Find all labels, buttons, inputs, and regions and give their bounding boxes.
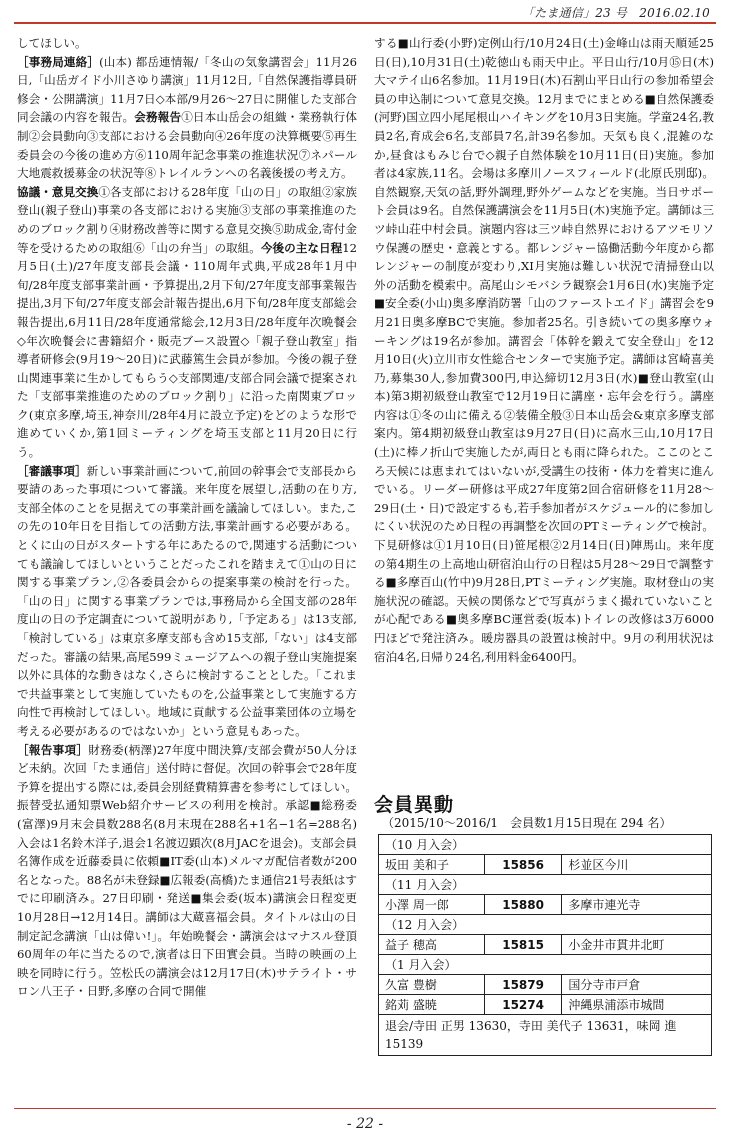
header-rule — [14, 22, 716, 24]
section-tag: 今後の主な日程 — [260, 240, 343, 255]
table-row — [379, 975, 712, 995]
paragraph-office-notice — [17, 53, 357, 183]
right-column — [374, 34, 714, 666]
member-name: 銘苅 盛暁 — [379, 995, 485, 1015]
membership-changes-title: 会員異動 — [374, 794, 455, 816]
member-place: 沖縄県浦添市城間 — [562, 995, 712, 1015]
section-tag: ［報告事項］ — [17, 742, 89, 757]
member-name: 久富 豊樹 — [379, 975, 485, 995]
member-name: 益子 穂高 — [379, 935, 485, 955]
paragraph-text: ①日本山岳会の組織・業務執行体制②会員動向③支部における会員動向④26年度の決算概要⑤再生委員会の今後の進め方⑥110周年記念事業の推進状況⑦ネパール大地震救援募金の状況等⑧トレイルランへの名義後援の考え方。 — [17, 110, 357, 181]
member-place: 小金井市貫井北町 — [562, 935, 712, 955]
member-number: 15879 — [484, 975, 561, 995]
section-tag: 協議・意見交換 — [17, 184, 99, 199]
table-row — [379, 995, 712, 1015]
member-name: 小澤 周一郎 — [379, 895, 485, 915]
group-label: （12 月入会） — [379, 915, 712, 935]
group-label: （10 月入会） — [379, 835, 712, 855]
member-number: 15880 — [484, 895, 561, 915]
member-number: 15856 — [484, 855, 561, 875]
footer-rule — [14, 1108, 716, 1109]
paragraph-committee-reports: する■山行委(小野)定例山行/10月24日(土)金峰山は雨天順延25日(日),10月31日(土)乾徳山も雨天中止。平日山行/10月⑮日(木)大マテイ山6名参加。11月19日(木)石割山平日山行の参加希望会員の申込制について意見交換。12月までにまとめる■自然保護委(河野)国立四小尾尾根山ハイキングを10月3日実施。学童24名,教員2名,育成会6名,支部員7名,計39名参加。天気も良く,混雑のなか,昼食はもみじ台で◇親子自然体験を10月11日(日)実施。参加者は4家族,11名。会場は多摩川ノースフィールド(北原氏別邸)。自然観察,天気の話,野外調理,野外ゲームなどを実施。当日サポート会員は9名。自然保護講演会を11月5日(木)実施予定。講師は三ツ峠山荘中村会員。演題内容は三ツ峠自然界におけるアツモリソウ保護の歴史・意義とする。都レンジャー協働活動今年度から都レンジャーの制度が変わり,XI月実施は難しい状況で清掃登山以外の活動を模索中。高尾山シモバシラ観察会1月6日(水)実施予定■安全委(小山)奥多摩消防署「山のファーストエイド」講習会を9月21日奥多摩BCで実施。参加者25名。引き続いての奥多摩ウォーキングは19名が参加。講習会「体幹を鍛えて安全登山」を12月10日(火)立川市女性総合センターで実施予定。講師は宮崎喜美乃,募集30人,参加費300円,申込締切12月3日(水)■登山教室(山本)第3期初級登山教室で12月19日に講座・忘年会を行う。講座内容は①冬の山に備える②装備全般③日本山岳会&東京多摩支部案内。第4期初級登山教室は9月27日(日)に高水三山,10月17日(土)に棒ノ折山で実施したが,両日とも雨に降られた。ここのところ天候には恵まれてはいないが,受講生の技術・体力を着実に進んでいる。リーダー研修は平成27年度第2回合宿研修を11月28〜29日(土・日)で設定するも,若手参加者がスケジュール的に参加しにくい状況のため日程の再調整を次回のPTミーティングで検討。下見研修は①1月10日(日)笹尾根②2月14日(日)陣馬山。来年度の第4期生の上高地山研宿泊山行の日程は5月28〜29日で調整する■多摩百山(竹中)9月28日,PTミーティング実施。取材登山の実施状況の確認。天候の関係などで写真がうまく撮れていないことが心配である■奥多摩BC運営委(坂本)トイレの改修は3万6000円ほどで発注済み。暖房器具の設置は検討中。9月の利用状況は宿泊4名,日帰り24名,利用料金6400円。 — [374, 36, 714, 664]
member-place: 国分寺市戸倉 — [562, 975, 712, 995]
paragraph-text: 12月5日(土)/27年度支部長会議・110周年式典,平成28年1月中旬/28年度支部事業計画・予算提出,2月下旬/27年度支部事業報告提出,3月下旬/27年度支部会計報告提出,6月下旬/28年度支部総会報告提出,6月11日/28年度通常総会,12月3日/28年度年次晩餐会◇年次晩餐会に書籍紹介・販売ブース設置◇「親子登山教室」指導者研修会(9月19〜20日)に武藤篤生会員が参加。今後の親子登山関連事業に生かしてもらう◇支部関連/支部合同会議で提案された「支部事業推進のためのブロック割り」に沿った南関東ブロック(東京多摩,埼玉,神奈川/28年4月に設立予定)をどのような形で進めていくか,第1回ミーティングを埼玉支部と11月20日に行う。 — [17, 240, 357, 460]
membership-table — [378, 834, 712, 1056]
section-tag: 会務報告 — [134, 110, 182, 125]
section-tag: ［審議事項］ — [17, 463, 87, 478]
paragraph-discussion — [17, 183, 357, 462]
paragraph-reports — [17, 741, 357, 1001]
membership-subtitle: （2015/10〜2016/1 会員数1月15日現在 294 名） — [382, 816, 672, 830]
member-place: 多摩市連光寺 — [562, 895, 712, 915]
section-tag: ［事務局連絡］ — [17, 54, 100, 69]
paragraph-deliberation — [17, 462, 357, 741]
page-header: 「たま通信」23 号 2016.02.10 — [522, 6, 710, 20]
withdrawal-note: 退会/寺田 正男 13630，寺田 美代子 13631，味岡 進 15139 — [379, 1015, 712, 1056]
paragraph-text: 財務委(柄澤)27年度中間決算/支部会費が50人分ほど未納。次回「たま通信」送付時に督促。次回の幹事会で28年度予算を提出する際には,委員会別経費精算書を参考にしてほしい。振替受払通知票Web紹介サービスの利用を検討。承認■総務委(富澤)9月末会員数288名(8月末現在288名+1名−1名=288名)入会は1名鈴木洋子,退会1名渡辺顕次(8月JACを退会)。支部会員名簿作成を近藤委員に依頼■IT委(山本)メルマガ配信者数が200名となった。88名が未登録■広報委(高橋)たま通信21号表紙はすでに印刷済み。27日印刷・発送■集会委(坂本)講演会日程変更10月28日→12月14日。講師は大蔵喜福会員。タイトルは山の日制定記念講演「山は偉い!」。年始晩餐会・講演会はマナスル登頂60周年の年に当たるので,演者は日下田實会員。当時の映画の上映を同時に行う。笠松氏の講演会は12月17日(木)サテライト・サロン八王子・日野,多摩の合同で開催 — [17, 742, 357, 999]
paragraph-text: (山本) 都岳連情報/「冬山の気象講習会」11月26日,「山岳ガイド小川さゆり講演」11月12日,「自然保護指導員研修会・公開講演」11月7日◇本部/9月26〜27日に開催した支部合同会議の内容を報告。 — [17, 54, 357, 125]
page-number: - 22 - — [346, 1116, 384, 1132]
paragraph-text: 新しい事業計画について,前回の幹事会で支部長から要請のあった事項について審議。来年度を展望し,活動の在り方,支部全体のことを見据えての事業計画を議論してほしい。また,この先の10年日を目指しての活動方法,事業計画する必要がある。とくに山の日がスタートする年にあたるので,関連する活動についても議論してほしいということだったこれを踏まえて①山の日に関する事業プラン,②各委員会からの提案事業の検討を行った。「山の日」に関する事業プランでは,事務局から全国支部の28年度山の日の予定調査について説明があり,「予定ある」は13支部,「検討している」は東京多摩支部も含め15支部,「ない」は4支部だった。審議の結果,高尾599ミュージアムへの親子登山実施提案以外に具体的な動きはなく,さらに検討することとした。「これまで共益事業として実施していたものを,公益事業として実施する方向性で再検討してほしい。地域に貢献する公益事業団体の立場を考える必要があるのではないか」という意見もあった。 — [17, 463, 357, 738]
group-label: （11 月入会） — [379, 875, 712, 895]
member-number: 15815 — [484, 935, 561, 955]
table-row — [379, 935, 712, 955]
group-label: （1 月入会） — [379, 955, 712, 975]
paragraph-text: ①各支部における28年度「山の日」の取組②家族登山(親子登山)事業の各支部における実施③支部の事業推進のためのブロック割り④財務改善等に関する意見交換⑤助成金,寄付金等を受けるための取組⑥「山の弁当」の取組。 — [17, 184, 357, 255]
table-row — [379, 855, 712, 875]
member-number: 15274 — [484, 995, 561, 1015]
paragraph-intro: してほしい。 — [17, 36, 87, 50]
member-place: 杉並区今川 — [562, 855, 712, 875]
table-row — [379, 895, 712, 915]
left-column — [17, 34, 357, 1001]
member-name: 坂田 美和子 — [379, 855, 485, 875]
